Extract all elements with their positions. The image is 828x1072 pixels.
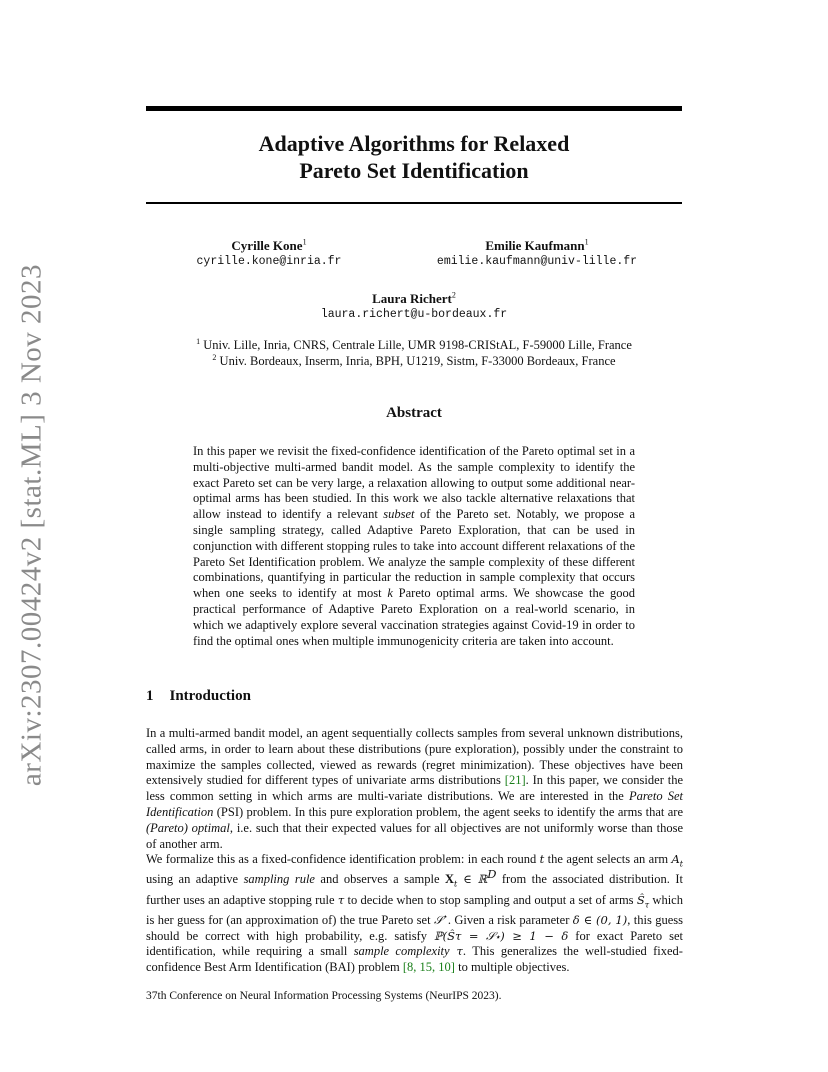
citation-link[interactable]: [8, — [402, 960, 417, 975]
paper-title — [146, 130, 682, 184]
author-block-1 — [164, 238, 374, 270]
affiliation-2: $^2$ Univ. Bordeaux, Inserm, Inria, BPH, U1219, Sistm, F-33000 Bordeaux, France — [212, 352, 616, 368]
title-top-rule — [146, 106, 682, 111]
affiliation-1: $^1$ Univ. Lille, Inria, CNRS, Centrale Lille, UMR 9198-CRIStAL, F-59000 Lille, France — [196, 336, 632, 352]
author-email[interactable]: laura.richert@u-bordeaux.fr — [320, 308, 508, 321]
author-affil-mark: 1 — [302, 237, 307, 247]
author-block-2 — [402, 238, 672, 270]
section-title: Introduction — [169, 688, 251, 704]
title-line-2: Pareto Set Identification — [299, 158, 529, 183]
citation-link[interactable]: 10] — [435, 960, 455, 975]
author-name: Laura Richert — [372, 291, 452, 306]
author-affil-mark: 1 — [584, 237, 589, 247]
citation-link[interactable]: [21] — [504, 773, 526, 788]
author-email[interactable]: emilie.kaufmann@univ-lille.fr — [436, 255, 638, 268]
section-number: 1 — [146, 688, 154, 704]
arxiv-identifier — [6, 263, 58, 787]
author-affil-mark: 2 — [451, 290, 456, 300]
arxiv-identifier-text: arXiv:2307.00424v2 [stat.ML] 3 Nov 2023 — [15, 263, 48, 787]
affiliations — [146, 337, 682, 369]
title-line-1: Adaptive Algorithms for Relaxed — [258, 131, 570, 156]
intro-paragraph-2: We formalize this as a fixed-confidence identification problem: in each round t the agent selects an arm $A_t$ using an adaptive sampling rule and observes a sample $X_t$ ∈ ℝ$^D$ from the associated distribution. It further uses an adaptive stopping rule τ to decide when to stop sampling and output a set of arms $Ŝ_\tau$ which is her guess for (an approximation of) the true Pareto set 𝒮⋆. Given a risk parameter δ ∈ (0, 1), this guess should be correct with high probability, e.g. satisfy ℙ(Ŝτ = 𝒮⋆) ≥ 1 − δ for exact Pareto set identification, while requiring a small sample complexity τ. This generalizes the well-studied fixed-confidence Best Arm Identification (BAI) problem [8, 15, 10] to multiple objectives. — [146, 852, 683, 975]
intro-paragraph-1: In a multi-armed bandit model, an agent sequentially collects samples from several unknown distributions, called arms, in order to learn about these distributions (pure exploration), possibly under the constraint to maximize the samples collected, viewed as rewards (regret minimization). These objectives have been extensively studied for different types of univariate arms distributions [21]. In this paper, we consider the less common setting in which arms are multi-variate distributions. We are interested in the Pareto Set Identification (PSI) problem. In this pure exploration problem, the agent seeks to identify the arms that are (Pareto) optimal, i.e. such that their expected values for all objectives are not uniformly worse than those of another arm. — [146, 726, 684, 851]
author-name: Cyrille Kone — [231, 238, 303, 253]
author-block-3 — [284, 291, 544, 323]
author-name: Emilie Kaufmann — [485, 238, 585, 253]
conference-footer: 37th Conference on Neural Information Processing Systems (NeurIPS 2023). — [146, 990, 502, 1002]
citation-link[interactable]: 15, — [416, 960, 436, 975]
abstract-body: In this paper we revisit the fixed-confidence identification of the Pareto optimal set in a multi-objective multi-armed bandit model. As the sample complexity to identify the exact Pareto set can be very large, a relaxation allowing to output some additional near-optimal arms has been studied. In this work we also tackle alternative relaxations that allow instead to identify a relevant subset of the Pareto set. Notably, we propose a single sampling strategy, called Adaptive Pareto Exploration, that can be used in conjunction with different stopping rules to take into account different relaxations of the Pareto Set Identification problem. We analyze the sample complexity of these different combinations, quantifying in particular the reduction in sample complexity that occurs when one seeks to identify at most k Pareto optimal arms. We showcase the good practical performance of Adaptive Pareto Exploration on a real-world scenario, in which we adaptively explore several vaccination strategies against Covid-19 in order to find the optimal ones when multiple immunogenicity criteria are taken into account. — [193, 444, 635, 648]
title-bottom-rule — [146, 202, 682, 204]
section-heading-introduction — [146, 688, 251, 705]
author-email[interactable]: cyrille.kone@inria.fr — [196, 255, 342, 268]
abstract-heading: Abstract — [386, 405, 442, 421]
